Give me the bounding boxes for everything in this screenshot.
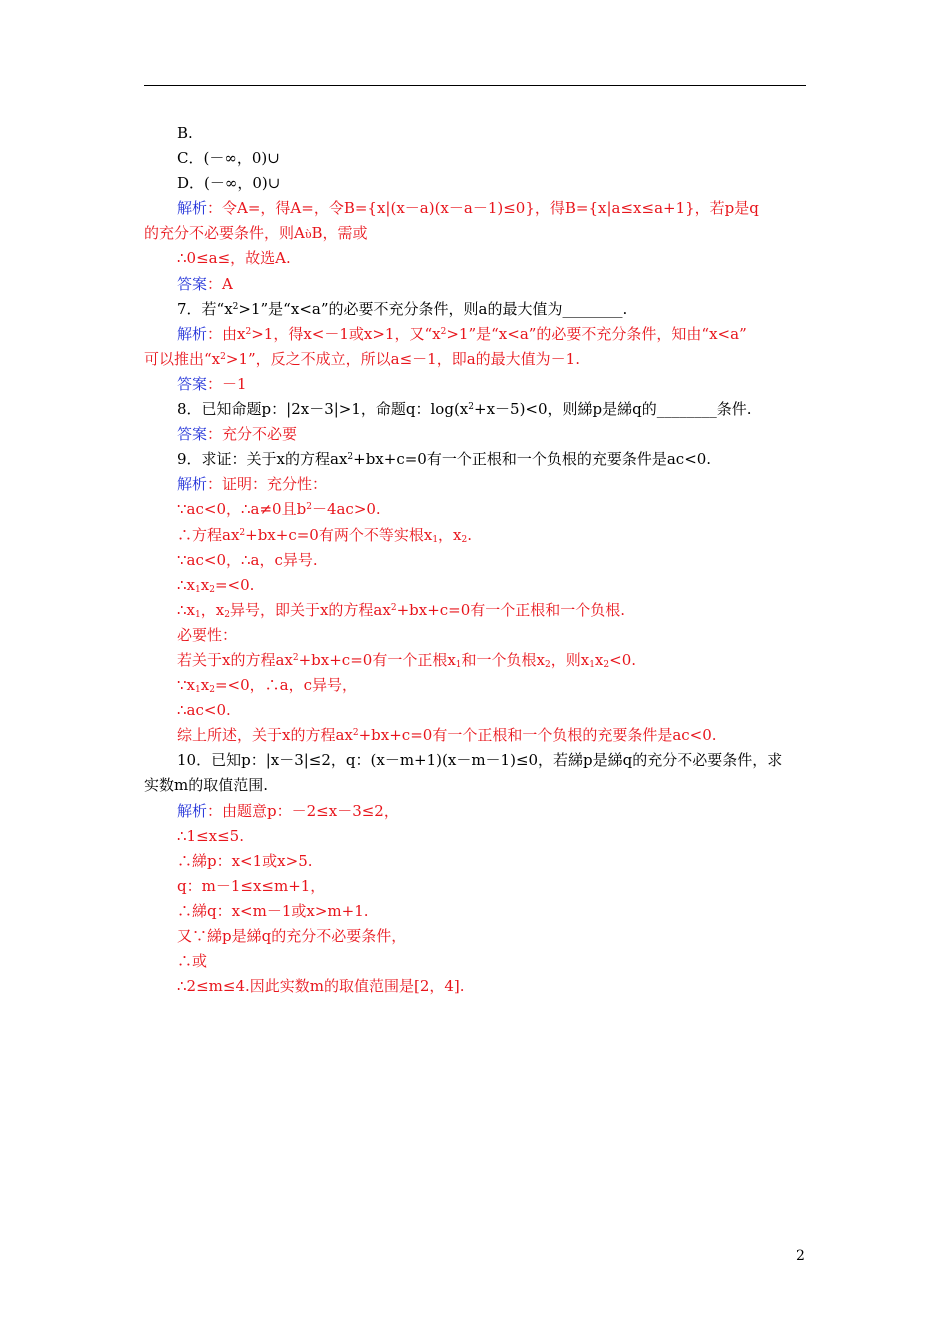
- text-line: [144, 497, 808, 522]
- text-segment: ∴綈q：x<m－1或x>m+1.: [177, 901, 369, 920]
- text-segment: ：－1: [207, 374, 247, 393]
- text-segment: ∴方程ax: [177, 525, 240, 544]
- text-segment: 2: [440, 326, 447, 337]
- text-line: [144, 171, 808, 196]
- text-segment: 2: [239, 527, 246, 538]
- text-line: [144, 347, 808, 372]
- text-segment: 1: [432, 534, 439, 545]
- text-line: [144, 648, 808, 673]
- text-line: [144, 573, 808, 598]
- text-segment: ：令A=，得A=，令B={x|(x－a)(x－a－1)≤0}，得B={x|a≤x≤a+1}，若p是q: [207, 199, 759, 218]
- text-segment: +bx+c=0有一个正根和一个负根.: [396, 600, 626, 619]
- text-line: [144, 949, 808, 974]
- text-segment: =<0，∴a，c异号，: [214, 676, 357, 695]
- text-segment: >1”，反之不成立，所以a≤－1，即a的最大值为－1.: [225, 349, 580, 368]
- text-segment: ∵ac<0，∴a，c异号.: [177, 550, 318, 569]
- text-segment: 可以推出“x: [144, 349, 221, 368]
- text-segment: >1，得x<－1或x>1，又“x: [251, 324, 441, 343]
- text-segment: 综上所述，关于x的方程ax: [177, 726, 353, 745]
- text-segment: ：充分不必要: [207, 425, 298, 444]
- text-segment: ∴x: [177, 600, 196, 619]
- text-line: [144, 723, 808, 748]
- text-segment: 2: [292, 652, 299, 663]
- text-segment: ：由x: [207, 324, 246, 343]
- text-line: [144, 472, 808, 497]
- text-segment: 2: [544, 659, 551, 670]
- text-segment: 2: [209, 584, 215, 595]
- text-segment: 10．已知p：|x－3|≤2，q：(x－m+1)(x－m－1)≤0，若綈p是綈q的充分不必要条件，求: [177, 751, 783, 770]
- text-segment: 1: [589, 659, 595, 670]
- text-segment: 2: [232, 301, 239, 312]
- text-segment: ，x: [438, 525, 462, 544]
- header-rule: [144, 85, 806, 86]
- text-segment: <0.: [609, 650, 637, 669]
- text-segment: 1: [195, 584, 201, 595]
- text-line: [144, 397, 808, 422]
- text-segment: 必要性：: [177, 625, 238, 644]
- text-line: [144, 598, 808, 623]
- text-segment: +bx+c=0有一个正根x: [298, 650, 456, 669]
- text-segment: ὺ: [304, 228, 312, 242]
- text-segment: 异号，即关于x的方程ax: [229, 600, 391, 619]
- text-line: [144, 849, 808, 874]
- text-line: [144, 748, 808, 773]
- section-label: 解析: [177, 324, 208, 343]
- section-label: 答案: [177, 425, 208, 444]
- text-segment: >1”是“x<a”的必要不充分条件，知由“x<a”: [446, 324, 747, 343]
- text-segment: +bx+c=0有一个正根和一个负根的充要条件是ac<0.: [358, 726, 717, 745]
- text-segment: 2: [390, 602, 397, 613]
- section-label: 解析: [177, 199, 208, 218]
- text-line: [144, 272, 808, 297]
- text-segment: 2: [352, 728, 359, 739]
- text-segment: 1: [195, 685, 201, 696]
- text-segment: 2: [347, 452, 354, 463]
- text-line: [144, 322, 808, 347]
- text-line: [144, 422, 808, 447]
- text-segment: +bx+c=0有一个正根和一个负根的充要条件是ac<0.: [353, 450, 712, 469]
- text-segment: B，需或: [311, 224, 368, 243]
- text-segment: ∴1≤x≤5.: [177, 826, 244, 845]
- text-segment: ∴0≤a≤，故选A.: [177, 249, 291, 268]
- text-segment: =<0.: [214, 575, 255, 594]
- page-number: 2: [796, 1248, 805, 1264]
- text-segment: ：A: [207, 274, 233, 293]
- text-segment: 实数m的取值范围.: [144, 776, 268, 795]
- text-line: [144, 799, 808, 824]
- text-segment: 7．若“x: [177, 299, 233, 318]
- text-line: [144, 773, 808, 798]
- text-segment: 若关于x的方程ax: [177, 650, 293, 669]
- text-segment: 2: [603, 659, 610, 670]
- text-segment: x: [594, 650, 604, 669]
- text-line: [144, 548, 808, 573]
- text-segment: 2: [245, 326, 252, 337]
- section-label: 答案: [177, 274, 208, 293]
- text-line: [144, 974, 808, 999]
- text-segment: B.: [177, 124, 193, 142]
- text-line: [144, 924, 808, 949]
- text-segment: ∴綈p：x<1或x>5.: [177, 851, 313, 870]
- text-segment: ：由题意p：－2≤x－3≤2，: [207, 801, 399, 820]
- section-label: 解析: [177, 475, 208, 494]
- text-line: [144, 874, 808, 899]
- text-segment: ，x: [200, 600, 225, 619]
- text-segment: 2: [461, 534, 468, 545]
- text-segment: .: [467, 525, 473, 544]
- text-line: [144, 372, 808, 397]
- text-line: [144, 196, 808, 221]
- text-segment: ∵ac<0，∴a≠0且b: [177, 500, 307, 519]
- text-segment: +x－5)<0，则綈p是綈q的________条件.: [474, 400, 752, 419]
- text-segment: 1: [195, 609, 201, 620]
- text-segment: ∵x: [177, 676, 196, 695]
- text-segment: +bx+c=0有两个不等实根x: [245, 525, 433, 544]
- text-segment: x: [200, 676, 210, 695]
- text-line: [144, 297, 808, 322]
- text-segment: ，则x: [550, 650, 590, 669]
- section-label: 解析: [177, 801, 208, 820]
- text-line: [144, 146, 808, 171]
- text-segment: ∴2≤m≤4.因此实数m的取值范围是[2，4].: [177, 977, 465, 996]
- text-segment: 8．已知命题p：|2x－3|>1，命题q：log(x: [177, 400, 469, 419]
- text-line: [144, 221, 808, 246]
- text-segment: 的充分不必要条件，则A: [144, 224, 305, 243]
- text-line: [144, 623, 808, 648]
- text-segment: 2: [468, 402, 474, 413]
- text-segment: C．(－∞，0)∪: [177, 149, 280, 168]
- text-segment: 2: [306, 502, 312, 513]
- text-line: [144, 523, 808, 548]
- text-line: [144, 899, 808, 924]
- document-body: [144, 121, 808, 999]
- text-segment: ∴或: [177, 952, 208, 971]
- text-line: [144, 246, 808, 271]
- text-segment: >1”是“x<a”的必要不充分条件，则a的最大值为________.: [238, 299, 628, 318]
- text-segment: 9．求证：关于x的方程ax: [177, 450, 348, 469]
- text-segment: ∴x: [177, 575, 196, 594]
- section-label: 答案: [177, 374, 208, 393]
- text-segment: 又∵綈p是綈q的充分不必要条件，: [177, 927, 407, 945]
- text-segment: ：证明：充分性：: [207, 475, 328, 494]
- text-segment: q：m－1≤x≤m+1，: [177, 876, 326, 895]
- text-segment: ∴ac<0.: [177, 701, 231, 720]
- text-segment: －4ac>0.: [311, 500, 381, 519]
- text-segment: 2: [209, 685, 215, 696]
- text-segment: x: [200, 575, 210, 594]
- text-line: [144, 447, 808, 472]
- text-segment: 和一个负根x: [461, 650, 545, 669]
- text-line: [144, 673, 808, 698]
- text-line: [144, 698, 808, 723]
- text-segment: D．(－∞，0)∪: [177, 174, 281, 193]
- text-line: [144, 121, 808, 146]
- text-line: [144, 824, 808, 849]
- text-segment: 2: [220, 351, 226, 362]
- text-segment: 2: [224, 609, 230, 620]
- text-segment: 1: [455, 659, 462, 670]
